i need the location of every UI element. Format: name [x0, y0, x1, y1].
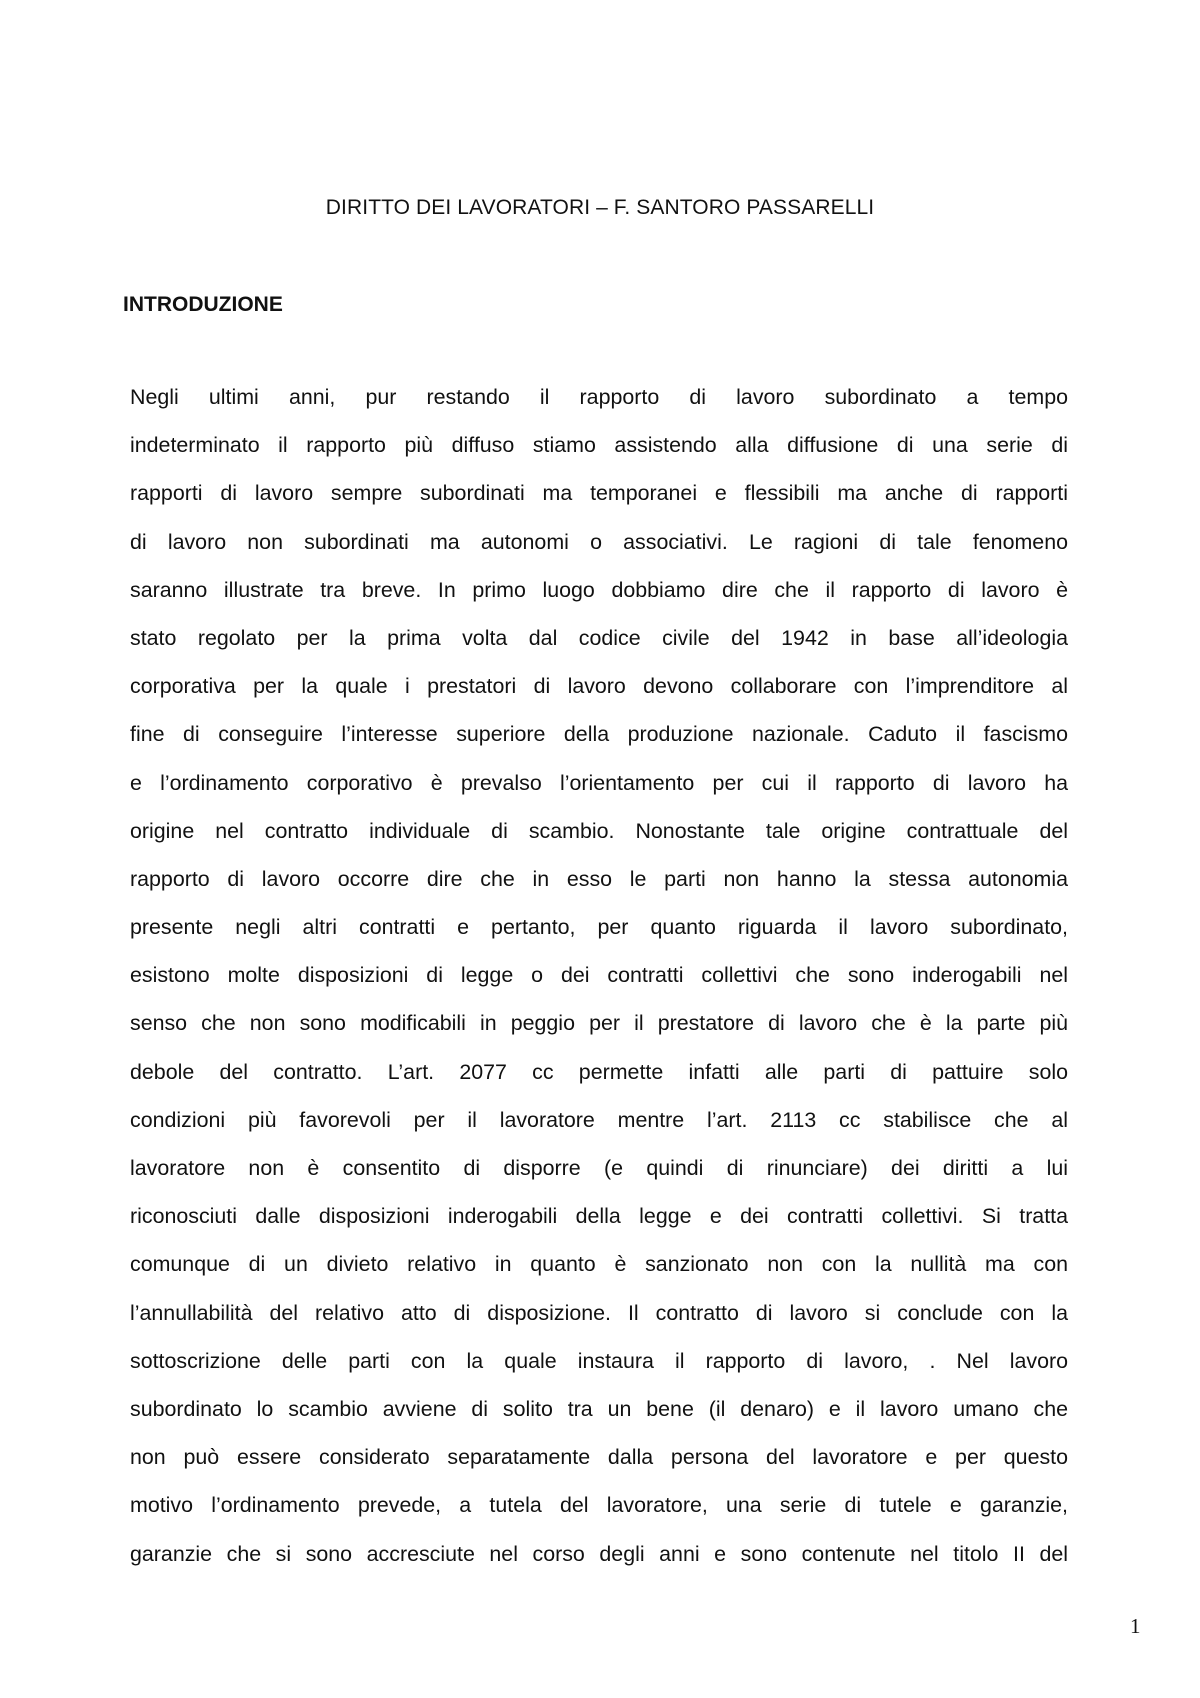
paragraph-line: rapporto di lavoro occorre dire che in esso le parti non hanno la stessa autonomia [130, 866, 1068, 891]
paragraph-line: corporativa per la quale i prestatori di lavoro devono collaborare con l’imprenditore al [130, 674, 1068, 699]
paragraph-line: riconosciuti dalle disposizioni inderogabili della legge e dei contratti collettivi. Si tratta [130, 1204, 1068, 1229]
paragraph-line: condizioni più favorevoli per il lavoratore mentre l’art. 2113 cc stabilisce che al [130, 1107, 1068, 1132]
paragraph-line: comunque di un divieto relativo in quanto è sanzionato non con la nullità ma con [130, 1252, 1068, 1277]
paragraph-line: lavoratore non è consentito di disporre (e quindi di rinunciare) dei diritti a lui [130, 1156, 1068, 1180]
paragraph-line: garanzie che si sono accresciute nel corso degli anni e sono contenute nel titolo II del [130, 1541, 1068, 1566]
paragraph-line: indeterminato il rapporto più diffuso stiamo assistendo alla diffusione di una serie di [130, 433, 1068, 458]
paragraph-line: fine di conseguire l’interesse superiore della produzione nazionale. Caduto il fascismo [130, 722, 1068, 747]
page-number: 1 [1130, 1614, 1141, 1638]
paragraph-line: debole del contratto. L’art. 2077 cc permette infatti alle parti di pattuire solo [130, 1059, 1068, 1084]
paragraph-line: senso che non sono modificabili in peggio per il prestatore di lavoro che è la parte più [130, 1011, 1068, 1036]
document-title: DIRITTO DEI LAVORATORI – F. SANTORO PASSARELLI [325, 196, 875, 219]
paragraph-line: presente negli altri contratti e pertanto, per quanto riguarda il lavoro subordinato, [130, 915, 1068, 940]
paragraph-line: stato regolato per la prima volta dal codice civile del 1942 in base all’ideologia [130, 625, 1068, 650]
paragraph-line: di lavoro non subordinati ma autonomi o associativi. Le ragioni di tale fenomeno [130, 529, 1068, 554]
paragraph-line: saranno illustrate tra breve. In primo luogo dobbiamo dire che il rapporto di lavoro è [130, 577, 1068, 602]
paragraph-line: esistono molte disposizioni di legge o dei contratti collettivi che sono inderogabili nel [130, 963, 1068, 988]
paragraph-line: non può essere considerato separatamente dalla persona del lavoratore e per questo [130, 1445, 1068, 1470]
paragraph-line: rapporti di lavoro sempre subordinati ma temporanei e flessibili ma anche di rapporti [130, 481, 1068, 506]
paragraph-line: sottoscrizione delle parti con la quale instaura il rapporto di lavoro, . Nel lavoro [130, 1348, 1068, 1373]
paragraph-line: motivo l’ordinamento prevede, a tutela del lavoratore, una serie di tutele e garanzie, [130, 1493, 1068, 1518]
body-paragraph [130, 385, 1068, 1590]
paragraph-line: l’annullabilità del relativo atto di disposizione. Il contratto di lavoro si conclude con la [130, 1300, 1068, 1325]
paragraph-line: e l’ordinamento corporativo è prevalso l’orientamento per cui il rapporto di lavoro ha [130, 770, 1068, 795]
section-heading: INTRODUZIONE [123, 293, 283, 316]
paragraph-line: Negli ultimi anni, pur restando il rapporto di lavoro subordinato a tempo [130, 385, 1068, 409]
paragraph-line: origine nel contratto individuale di scambio. Nonostante tale origine contrattuale del [130, 818, 1068, 843]
paragraph-line: subordinato lo scambio avviene di solito tra un bene (il denaro) e il lavoro umano che [130, 1396, 1068, 1421]
